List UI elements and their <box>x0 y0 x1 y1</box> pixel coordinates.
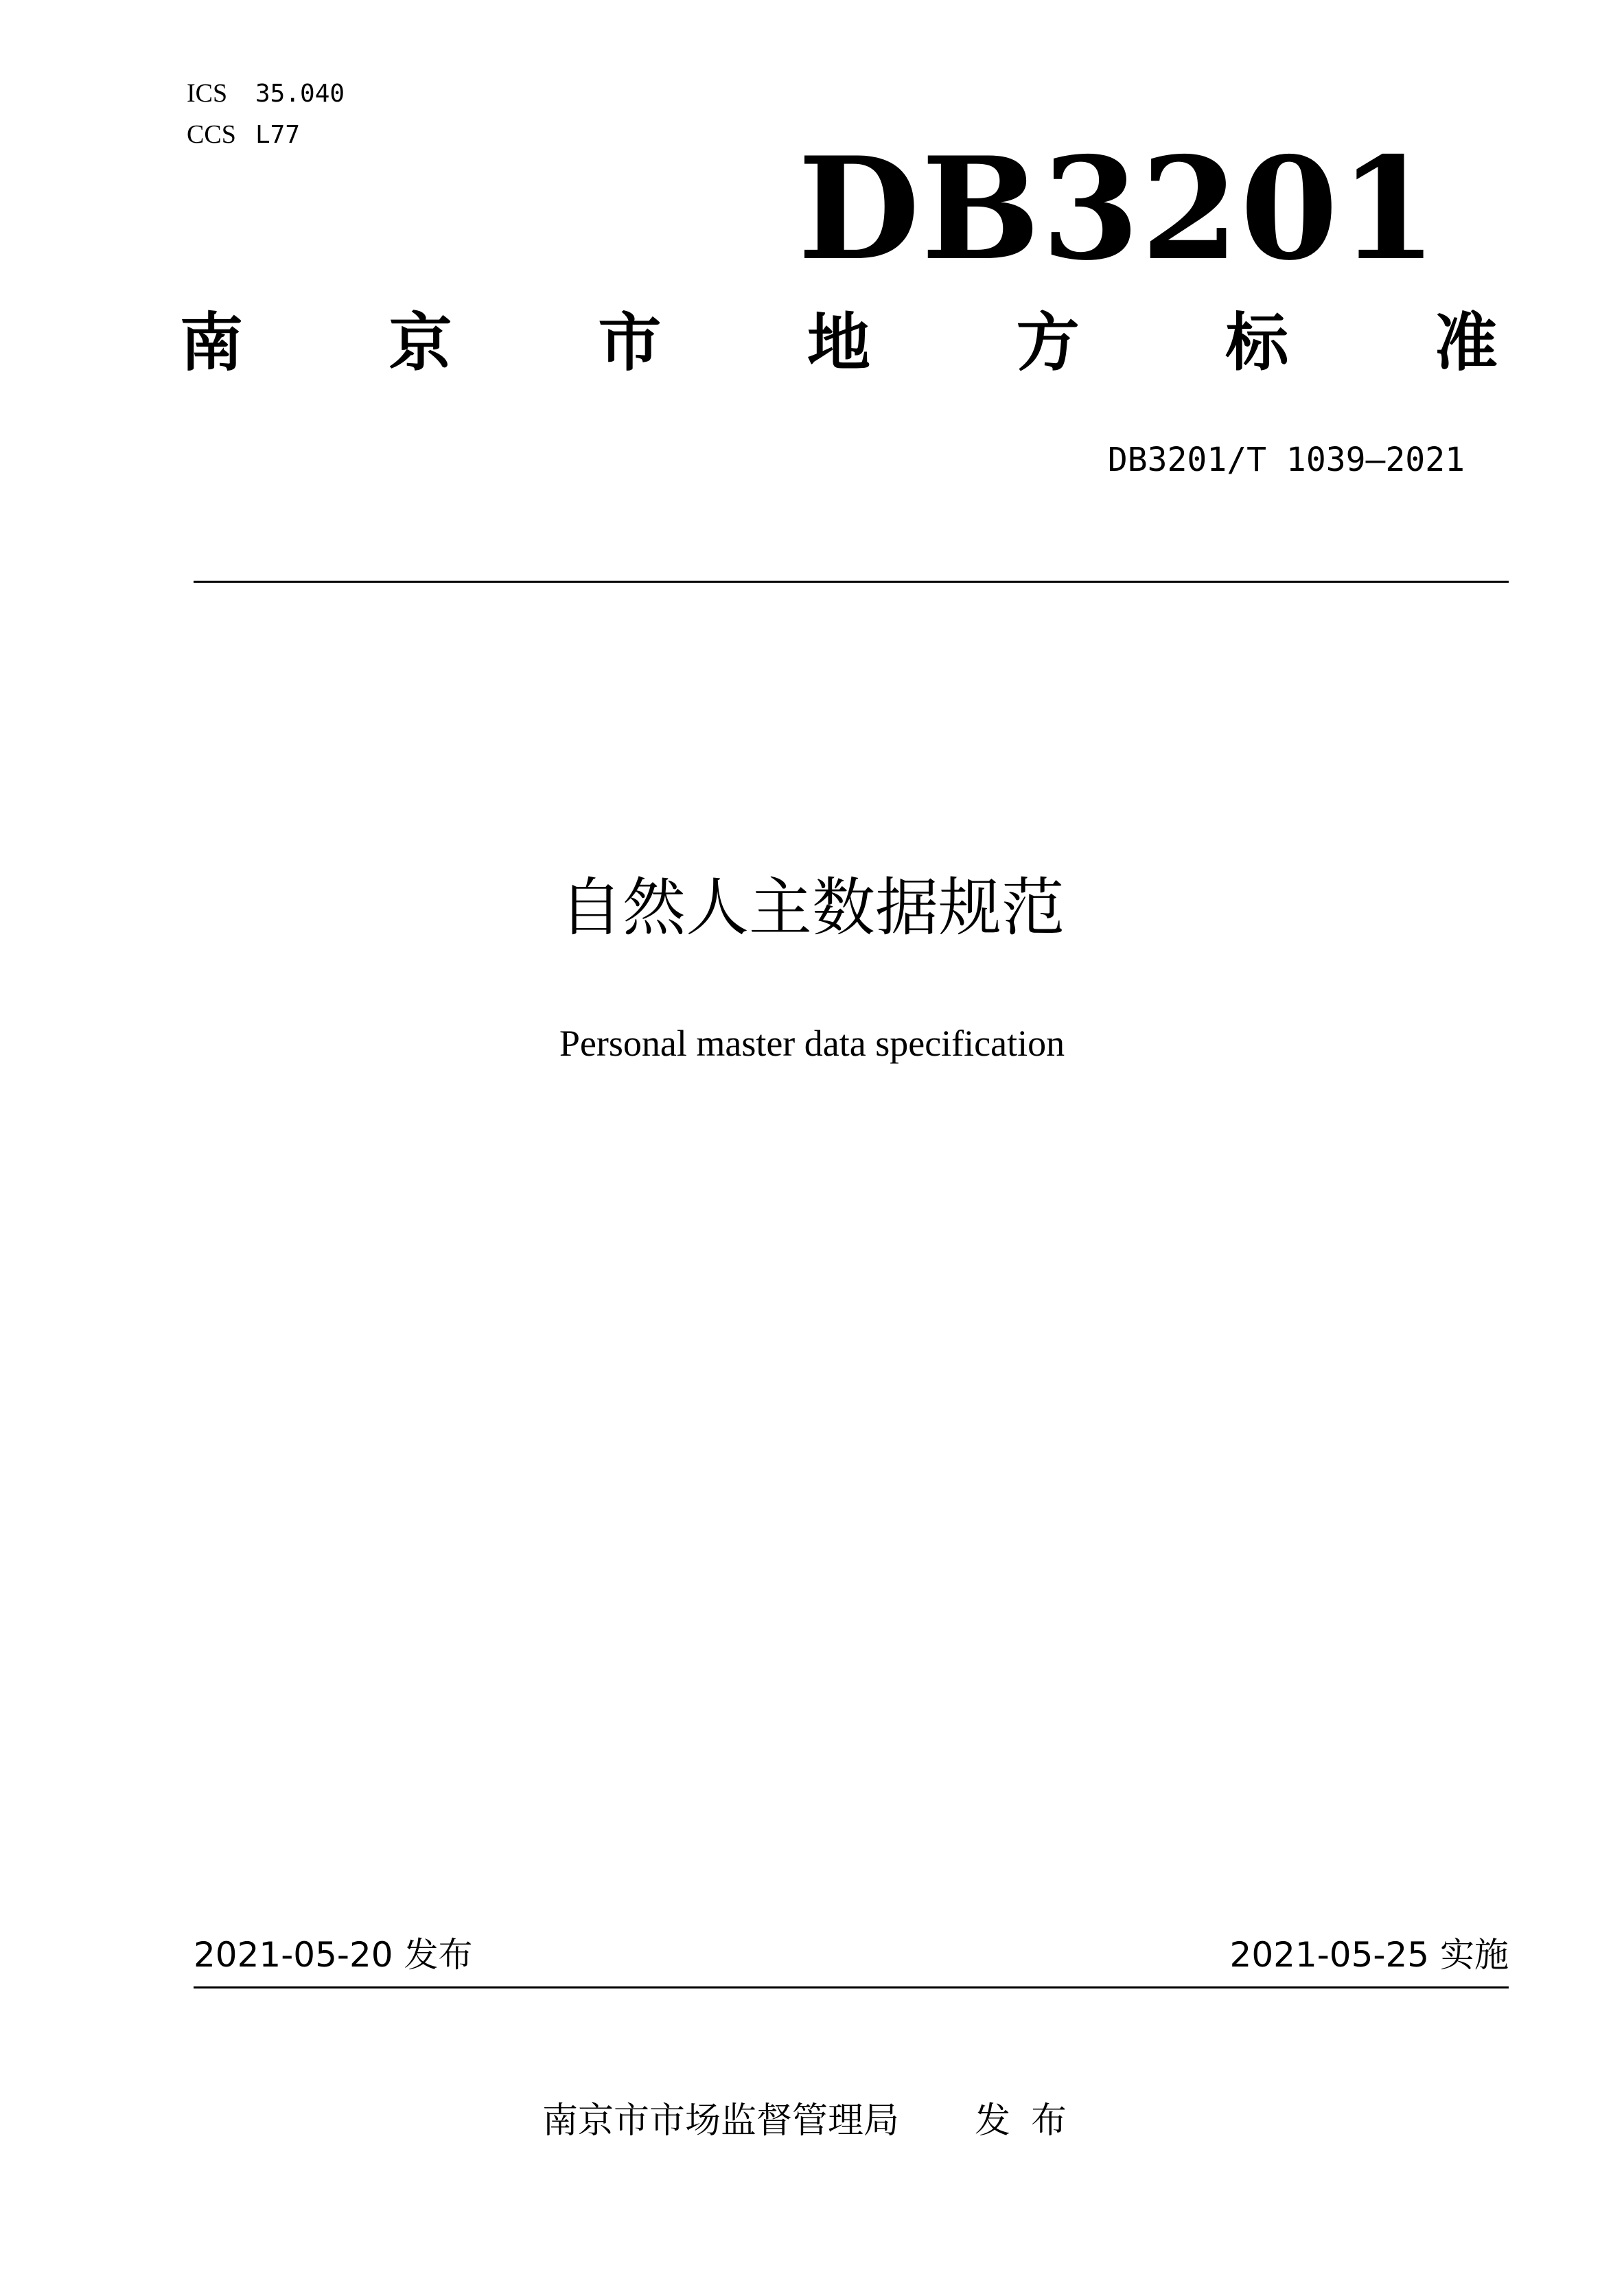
publisher-line <box>542 2097 1087 2145</box>
standard-type-char: 准 <box>1434 306 1498 380</box>
standard-code-logo: DB3201 <box>798 127 1439 292</box>
standard-type-char: 标 <box>1225 306 1289 380</box>
ics-label: ICS <box>187 79 228 108</box>
standard-type-char: 方 <box>1016 306 1080 380</box>
standard-type-char: 南 <box>180 306 244 380</box>
ics-value: 35.040 <box>255 80 345 108</box>
document-subtitle: Personal master data specification <box>559 1023 1065 1064</box>
standard-type-char: 地 <box>807 306 870 380</box>
bottom-divider <box>194 1986 1509 1988</box>
standard-number: DB3201/T 1039—2021 <box>1107 441 1465 479</box>
implement-date: 2021-05-25 实施 <box>1229 1935 1509 1975</box>
standard-type-heading <box>180 305 1498 381</box>
ccs-label: CCS <box>187 120 236 149</box>
publisher-name: 南京市市场监督管理局 <box>542 2100 900 2142</box>
issue-date: 2021-05-20 发布 <box>194 1935 473 1975</box>
publisher-verb: 发布 <box>975 2100 1088 2142</box>
ics-line <box>187 80 345 108</box>
document-title: 自然人主数据规范 <box>559 871 1065 944</box>
standard-type-char: 市 <box>598 306 662 380</box>
ccs-line <box>187 121 300 149</box>
standard-type-char: 京 <box>388 306 452 380</box>
top-divider <box>194 581 1509 583</box>
ccs-value: L77 <box>255 121 301 149</box>
